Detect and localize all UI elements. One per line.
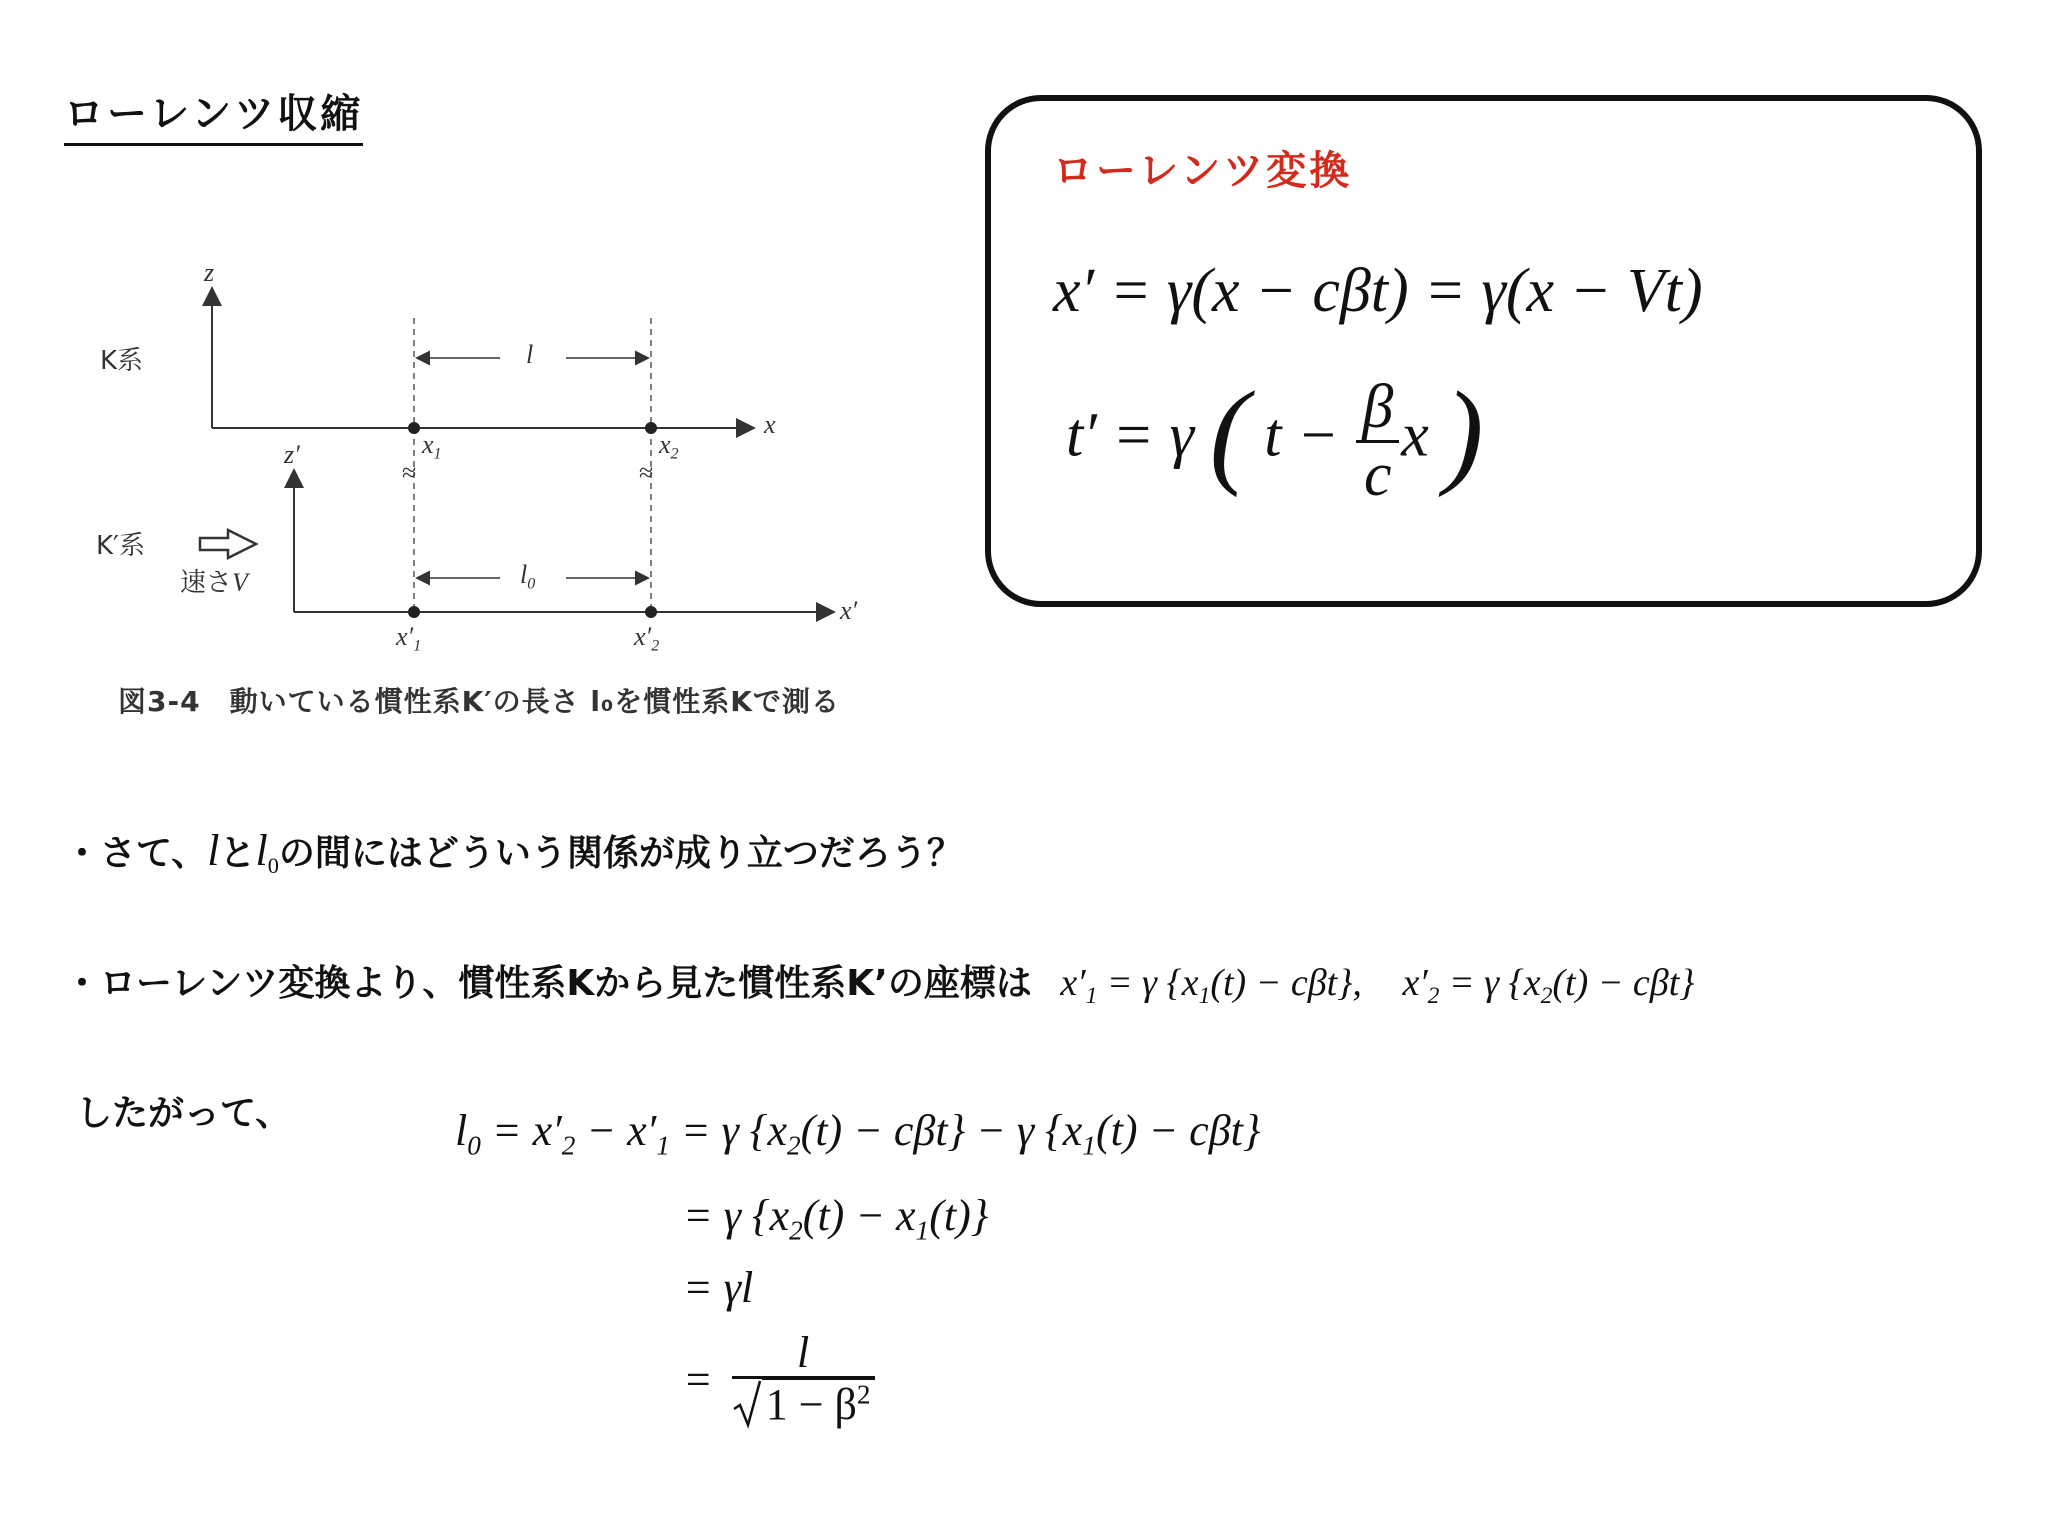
axis-x-label: x (764, 410, 776, 439)
sqrt-sign-icon (732, 1379, 762, 1429)
page-title: ローレンツ収縮 (64, 82, 363, 146)
point-x1p (408, 606, 420, 618)
derivation-line-3: = γl (683, 1263, 754, 1312)
derivation-line-1: $l_0 = x'_2 - x'_1 = \gamma$ $\{x_2(t) - c\beta t\} - \gamma$ $\{x_1(t) - c\beta t\}$ (455, 1106, 1261, 1161)
x1-prime-expression: $x'_1 = \gamma$ $\{x_1(t) - c\beta t\}$, (1060, 962, 1362, 1010)
point-x1 (408, 422, 420, 434)
x2-prime-expression: $x'_2 = \gamma$ $\{x_2(t) - c\beta t\}$ (1402, 962, 1695, 1010)
fraction-l-over-sqrt: $\frac{l}{1 - \beta^2}$ (732, 1330, 875, 1429)
box-title: ローレンツ変換 (1053, 148, 1353, 194)
approx-mark-2: ≈ (639, 458, 654, 487)
point-x2p (645, 606, 657, 618)
point-x1p-label: $x'_1$ (396, 622, 422, 655)
axis-xp-label: x′ (840, 596, 858, 625)
axis-zp-label: z′ (284, 440, 300, 469)
length-l-label: l (526, 340, 534, 369)
length-l0-label: $l_0$ (520, 560, 536, 593)
equation-x-prime: x′ = γ(x − cβt) = γ(x − Vt) (1053, 257, 1703, 325)
figure-lorentz-contraction (88, 240, 888, 750)
figure-diagram (88, 240, 888, 750)
point-x2p-label: $x'_2$ (634, 622, 660, 655)
equation-t-prime: t′ = γ ( t − $\frac{\beta}{c}$ x ) (1066, 368, 1484, 509)
paren-left: ( (1209, 368, 1249, 498)
question-line: ・さて、lと$l_0$の間にはどういう関係が成り立つだろう？ (64, 826, 963, 878)
velocity-arrow-icon (200, 530, 256, 558)
approx-mark-1: ≈ (402, 458, 417, 487)
point-x2 (645, 422, 657, 434)
derivation-line-4: = $\frac{l}{1 - \beta^2}$ (683, 1330, 877, 1429)
point-x2-label: $x_2$ (659, 430, 679, 463)
frame-k-label: K系 (100, 346, 144, 376)
transform-statement-line: ・ローレンツ変換より、慣性系Kから見た慣性系K’の座標は $x'_1 = \gamma$ $\{x_1(t) - c\beta t\}$, $x'_2 = \gamma$ $\{x_2(t) - c\beta t\}$ (64, 962, 1695, 1010)
lorentz-transformation-box (985, 95, 1982, 607)
derivation-line-2: = γ $\{x_2(t) - x_1(t)\}$ (683, 1191, 989, 1246)
frame-kp-label: K′系 (96, 531, 145, 561)
axis-z-label: z (204, 258, 215, 287)
point-x1-label: $x_1$ (422, 430, 442, 463)
therefore-label: したがって、 (76, 1093, 292, 1134)
speed-label: 速さV (180, 568, 248, 598)
figure-caption: 図3-4 動いている慣性系K′の長さ l₀を慣性系Kで測る (118, 685, 840, 718)
paren-right: ) (1444, 368, 1484, 498)
fraction-beta-over-c: $\frac{\beta}{c}$ (1356, 375, 1399, 508)
